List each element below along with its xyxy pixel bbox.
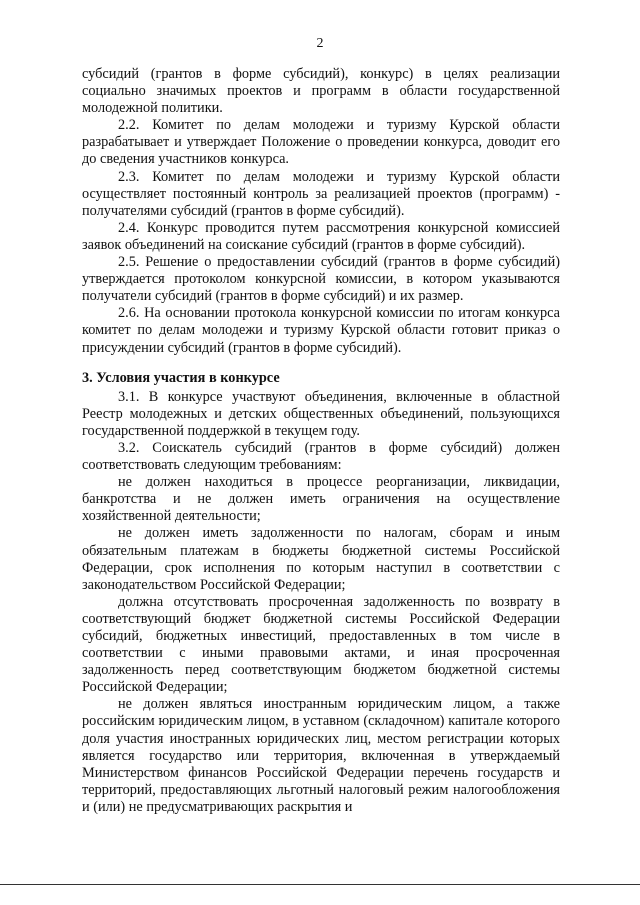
paragraph-2-4: 2.4. Конкурс проводится путем рассмотрения конкурсной комиссией заявок объединений на соискание субсидий (грантов в форме субсидий). [82,219,560,253]
paragraph-intro-continuation: субсидий (грантов в форме субсидий), конкурс) в целях реализации социально значимых проектов и программ в области государственной молодежной политики. [82,66,560,117]
page-number: 2 [316,36,324,51]
paragraph-2-3: 2.3. Комитет по делам молодежи и туризму Курской области осуществляет постоянный контроль за реализацией проектов (программ) - получателями субсидий (грантов в форме субсидий). [82,168,560,219]
bottom-rule [0,884,640,885]
requirement-item: не должен являться иностранным юридическим лицом, а также российским юридическим лицом, в уставном (складочном) капитале которого доля участия иностранных юридических лиц, местом регистрации которых является государство или территория, включенная в утверждаемый Министерством финансов Российской Федерации перечень государств и территорий, предоставляющих льготный налоговый режим налогообложения и (или) не предусматривающих раскрытия и [82,696,560,815]
paragraph-3-2: 3.2. Соискатель субсидий (грантов в форме субсидий) должен соответствовать следующим требованиям: [82,439,560,474]
paragraph-2-2: 2.2. Комитет по делам молодежи и туризму Курской области разрабатывает и утверждает Положение о проведении конкурса, доводит его до сведения участников конкурса. [82,117,560,168]
document-body [82,66,560,816]
section-heading: 3. Условия участия в конкурсе [82,369,280,386]
paragraph-2-5: 2.5. Решение о предоставлении субсидий (грантов в форме субсидий) утверждается протоколом конкурсной комиссии, в котором указываются получатели субсидий (грантов в форме субсидий) и их размер. [82,254,560,305]
requirement-item: не должен иметь задолженности по налогам, сборам и иным обязательным платежам в бюджеты бюджетной системы Российской Федерации, срок исполнения по которым наступил в соответствии с законодательством Российской Федерации; [82,525,560,593]
paragraph-2-6: 2.6. На основании протокола конкурсной комиссии по итогам конкурса комитет по делам молодежи и туризму Курской области готовит приказ о присуждении субсидий (грантов в форме субсидий). [82,305,560,356]
requirement-item: не должен находиться в процессе реорганизации, ликвидации, банкротства и не должен иметь ограничения на осуществление хозяйственной деятельности; [82,474,560,525]
requirement-item: должна отсутствовать просроченная задолженность по возврату в соответствующий бюджет бюджетной системы Российской Федерации субсидий, бюджетных инвестиций, предоставленных в том числе в соответствии с иными правовыми актами, и иная просроченная задолженность перед соответствующим бюджетом бюджетной системы Российской Федерации; [82,593,560,696]
paragraph-3-1: 3.1. В конкурсе участвуют объединения, включенные в областной Реестр молодежных и детских общественных объединений, пользующихся государственной поддержкой в текущем году. [82,388,560,439]
